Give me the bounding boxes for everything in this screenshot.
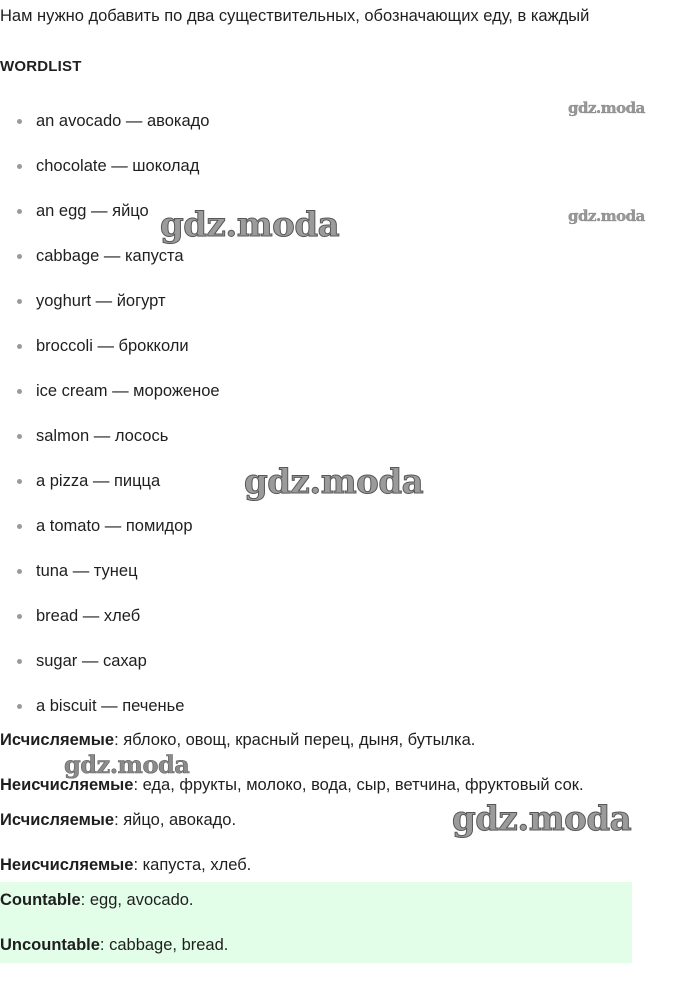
line-label: Исчисляемые	[0, 731, 115, 749]
answer-text: : cabbage, bread.	[99, 936, 229, 954]
answer-label: Countable	[0, 891, 81, 909]
list-item	[0, 144, 680, 189]
bullet-icon	[17, 209, 22, 214]
countable-ru-line-2	[0, 811, 236, 830]
list-item-text: ice cream — мороженое	[36, 382, 220, 400]
bullet-icon	[17, 434, 22, 439]
bullet-icon	[17, 479, 22, 484]
line-text: : капуста, хлеб.	[133, 856, 252, 874]
wordlist	[0, 99, 680, 729]
bullet-icon	[17, 704, 22, 709]
answer-box	[0, 882, 632, 963]
list-item	[0, 684, 680, 729]
list-item-text: sugar — сахар	[36, 652, 147, 670]
list-item-text: a biscuit — печенье	[36, 697, 185, 715]
countable-ru-line-1	[0, 731, 475, 750]
watermark: gdz.moda	[568, 207, 645, 225]
list-item	[0, 504, 680, 549]
list-item-text: a tomato — помидор	[36, 517, 193, 535]
list-item-text: cabbage — капуста	[36, 247, 184, 265]
line-label: Исчисляемые	[0, 811, 115, 829]
bullet-icon	[17, 344, 22, 349]
bullet-icon	[17, 389, 22, 394]
answer-countable	[0, 891, 194, 910]
list-item-text: a pizza — пицца	[36, 472, 161, 490]
answer-text: : egg, avocado.	[80, 891, 194, 909]
bullet-icon	[17, 164, 22, 169]
line-label: Неисчисляемые	[0, 776, 134, 794]
list-item	[0, 234, 680, 279]
bullet-icon	[17, 569, 22, 574]
list-item-text: tuna — тунец	[36, 562, 138, 580]
list-item-text: an avocado — авокадо	[36, 112, 210, 130]
bullet-icon	[17, 614, 22, 619]
watermark: gdz.moda	[568, 99, 645, 117]
list-item	[0, 369, 680, 414]
bullet-icon	[17, 524, 22, 529]
list-item-text: yoghurt — йогурт	[36, 292, 166, 310]
list-item-text: broccoli — брокколи	[36, 337, 189, 355]
list-item-text: bread — хлеб	[36, 607, 141, 625]
list-item	[0, 639, 680, 684]
line-text: : еда, фрукты, молоко, вода, сыр, ветчина, фруктовый сок.	[133, 776, 584, 794]
list-item	[0, 594, 680, 639]
line-text: : яблоко, овощ, красный перец, дыня, бутылка.	[114, 731, 476, 749]
wordlist-heading: WORDLIST	[0, 58, 82, 75]
list-item	[0, 549, 680, 594]
list-item-text: an egg — яйцо	[36, 202, 149, 220]
list-item	[0, 324, 680, 369]
bullet-icon	[17, 299, 22, 304]
watermark: gdz.moda	[244, 462, 424, 502]
list-item	[0, 414, 680, 459]
line-text: : яйцо, авокадо.	[114, 811, 237, 829]
answer-uncountable	[0, 936, 228, 955]
list-item	[0, 279, 680, 324]
uncountable-ru-line-2	[0, 856, 251, 875]
answer-label: Uncountable	[0, 936, 100, 954]
watermark: gdz.moda	[64, 750, 190, 779]
list-item-text: salmon — лосось	[36, 427, 169, 445]
bullet-icon	[17, 254, 22, 259]
intro-text: Нам нужно добавить по два существительных, обозначающих еду, в каждый	[0, 7, 590, 25]
list-item-text: chocolate — шоколад	[36, 157, 200, 175]
bullet-icon	[17, 119, 22, 124]
line-label: Неисчисляемые	[0, 856, 134, 874]
watermark: gdz.moda	[452, 799, 632, 839]
watermark: gdz.moda	[160, 205, 340, 245]
bullet-icon	[17, 659, 22, 664]
